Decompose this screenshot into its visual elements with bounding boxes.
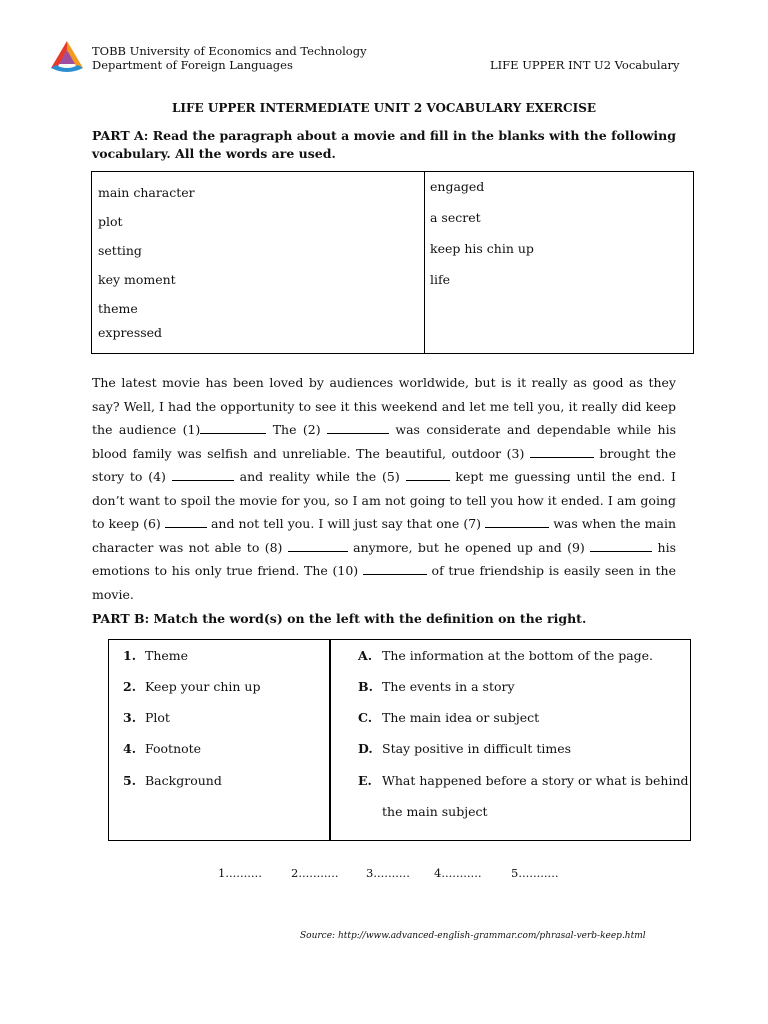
definition-letter: C. xyxy=(358,710,373,725)
vocab-word: keep his chin up xyxy=(430,241,534,256)
blank-6[interactable] xyxy=(165,515,207,528)
match-definition xyxy=(358,805,488,819)
definition-text: Stay positive in difficult times xyxy=(382,741,572,756)
blank-10[interactable] xyxy=(363,562,427,575)
blank-4[interactable] xyxy=(172,468,234,481)
matching-box xyxy=(108,639,691,841)
paragraph-text: of true friendship is easily seen in the movie. xyxy=(92,563,676,602)
answer-slot-2[interactable]: 2........... xyxy=(291,866,339,880)
answer-slot-1[interactable]: 1.......... xyxy=(218,866,262,880)
source-citation: Source: http://www.advanced-english-grammar.com/phrasal-verb-keep.html xyxy=(300,931,646,941)
university-name: TOBB University of Economics and Technology xyxy=(92,44,367,58)
paragraph-text: brought the story to (4) xyxy=(92,445,676,484)
vocab-word: setting xyxy=(98,243,142,258)
definition-letter: E. xyxy=(358,773,372,788)
vocab-word: main character xyxy=(98,185,195,200)
paragraph-text: was when the main character was not able to (8) xyxy=(92,516,677,555)
definition-letter: B. xyxy=(358,679,373,694)
blank-1[interactable] xyxy=(200,421,266,434)
term-number: 3. xyxy=(123,710,137,725)
match-definition xyxy=(358,649,653,663)
term-number: 5. xyxy=(123,773,137,788)
part-b-instructions: PART B: Match the word(s) on the left with the definition on the right. xyxy=(92,611,587,626)
vocabulary-divider xyxy=(424,172,425,353)
term-number: 1. xyxy=(123,648,137,663)
definition-letter: A. xyxy=(358,648,373,663)
paragraph-text: anymore, but he opened up and (9) xyxy=(347,539,591,555)
header-institution xyxy=(92,44,367,72)
vocab-word: plot xyxy=(98,214,123,229)
paragraph-text: and not tell you. I will just say that one (7) xyxy=(206,516,486,531)
vocabulary-box xyxy=(91,171,694,354)
blank-5[interactable] xyxy=(406,468,450,481)
definition-letter: D. xyxy=(358,741,373,756)
paragraph-text: The latest movie has been loved by audiences worldwide, but is it really as good as they say? Well, I had the opportunity to see it this weekend and let me tell you, it really did keep the audience (1) xyxy=(92,375,676,437)
paragraph-text: kept me guessing until the end. I don’t want to spoil the movie for you, so I am not going to tell you how it ended. I am going to keep (6) xyxy=(92,469,676,531)
blank-7[interactable] xyxy=(485,515,549,528)
term-text: Theme xyxy=(145,648,189,663)
part-a-instructions: PART A: Read the paragraph about a movie and fill in the blanks with the following vocabulary. All the words are used. xyxy=(92,128,676,161)
definition-text: The events in a story xyxy=(382,679,515,694)
vocab-word: theme xyxy=(98,301,138,316)
match-term xyxy=(123,711,170,725)
match-definition xyxy=(358,680,515,694)
term-text: Plot xyxy=(145,710,170,725)
match-term xyxy=(123,742,201,756)
term-number: 4. xyxy=(123,741,137,756)
term-text: Background xyxy=(145,773,222,788)
page-title: LIFE UPPER INTERMEDIATE UNIT 2 VOCABULARY EXERCISE xyxy=(171,101,597,115)
vocab-word: key moment xyxy=(98,272,176,287)
answer-slot-3[interactable]: 3.......... xyxy=(366,866,410,880)
match-definition xyxy=(358,711,539,725)
term-number: 2. xyxy=(123,679,137,694)
definition-text: the main subject xyxy=(382,804,488,819)
match-term xyxy=(123,774,222,788)
vocab-word: expressed xyxy=(98,325,163,340)
course-label: LIFE UPPER INT U2 Vocabulary xyxy=(490,58,680,72)
department-name: Department of Foreign Languages xyxy=(92,58,293,72)
blank-9[interactable] xyxy=(590,539,652,552)
match-term xyxy=(123,649,188,663)
answer-slot-4[interactable]: 4........... xyxy=(434,866,482,880)
vocab-word: a secret xyxy=(430,210,481,225)
blank-3[interactable] xyxy=(530,445,594,458)
match-definition xyxy=(358,774,689,788)
paragraph-text: The (2) xyxy=(266,422,328,437)
blank-8[interactable] xyxy=(288,539,348,552)
vocab-word: engaged xyxy=(430,179,485,194)
match-definition xyxy=(358,742,571,756)
movie-paragraph xyxy=(92,371,676,606)
definition-text: The main idea or subject xyxy=(382,710,540,725)
definition-text: What happened before a story or what is behind xyxy=(382,773,689,788)
answer-slot-5[interactable]: 5........... xyxy=(511,866,559,880)
matching-divider xyxy=(329,640,331,840)
paragraph-text: his emotions to his only true friend. The (10) xyxy=(92,539,676,578)
university-logo xyxy=(45,38,89,74)
paragraph-text: was considerate and dependable while his blood family was selfish and unreliable. The beautiful, outdoor (3) xyxy=(92,422,676,461)
definition-text: The information at the bottom of the page. xyxy=(382,648,654,663)
term-text: Keep your chin up xyxy=(145,679,261,694)
blank-2[interactable] xyxy=(327,421,389,434)
paragraph-text: and reality while the (5) xyxy=(233,469,406,484)
match-term xyxy=(123,680,261,694)
vocab-word: life xyxy=(430,272,451,287)
term-text: Footnote xyxy=(145,741,202,756)
